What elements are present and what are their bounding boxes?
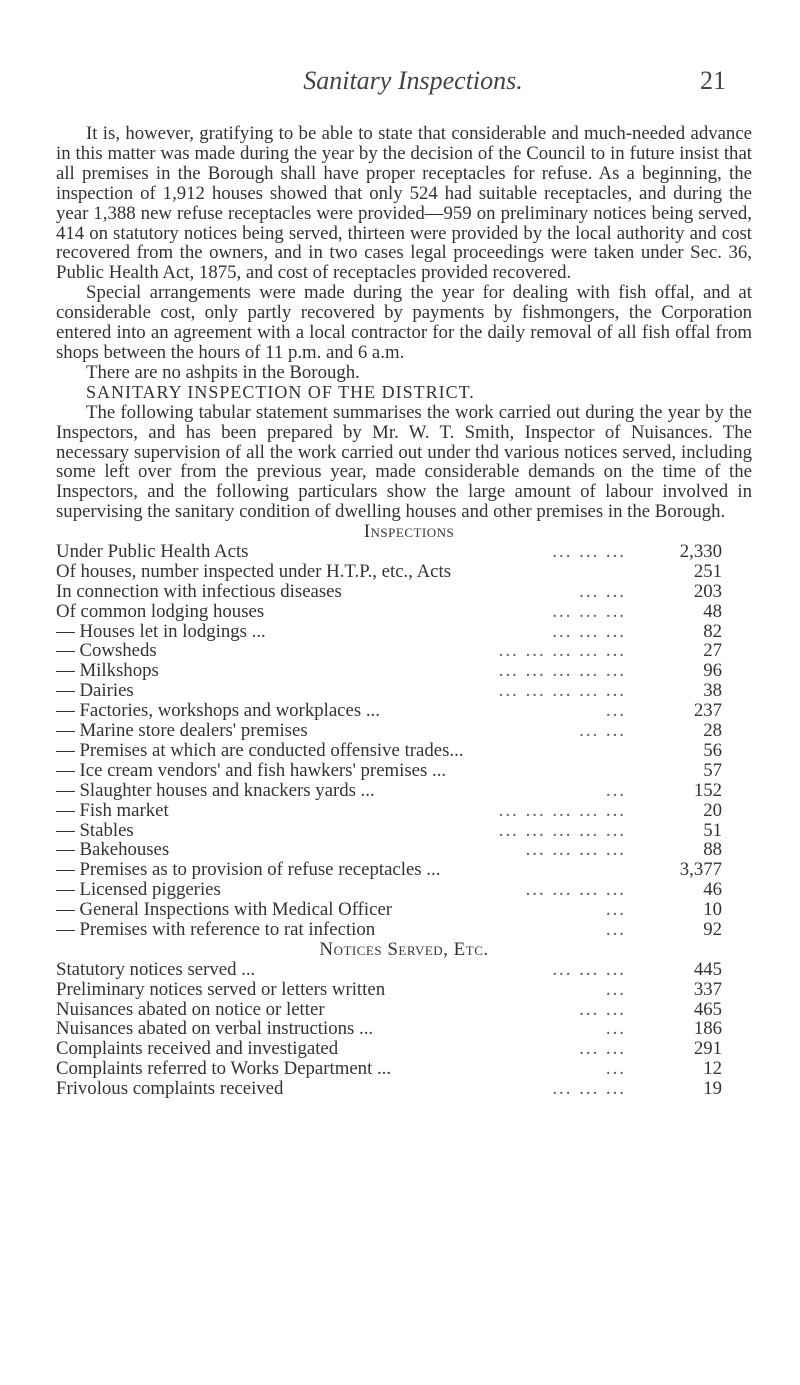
table-row xyxy=(56,880,752,900)
row-value: 465 xyxy=(693,998,722,1020)
row-label: — Premises with reference to rat infection xyxy=(56,918,376,940)
row-leader-dots: ... ... ... ... ... xyxy=(498,681,626,702)
table-row xyxy=(56,781,752,801)
inspections-heading: Inspections xyxy=(363,521,455,543)
table-row xyxy=(56,1079,752,1099)
row-leader-dots: ... ... ... xyxy=(552,601,626,622)
row-value: 2,330 xyxy=(679,541,722,563)
row-value: 96 xyxy=(703,660,722,682)
row-label: — Stables xyxy=(56,819,134,841)
table-row xyxy=(56,900,752,920)
row-value: 57 xyxy=(703,759,722,781)
section-heading: SANITARY INSPECTION OF THE DISTRICT. xyxy=(86,381,475,402)
table-row xyxy=(56,741,752,761)
row-value: 88 xyxy=(703,839,722,861)
row-leader-dots: ... xyxy=(605,701,626,722)
row-value: 92 xyxy=(703,918,722,940)
table-row xyxy=(56,761,752,781)
row-leader-dots: ... ... ... ... ... xyxy=(498,820,626,841)
row-value: 48 xyxy=(703,600,722,622)
row-label: Frivolous complaints received xyxy=(56,1078,284,1100)
row-label: — Dairies xyxy=(56,680,134,702)
row-leader-dots: ... ... xyxy=(579,1039,626,1060)
row-label: Complaints received and investigated xyxy=(56,1038,339,1060)
row-label: — Ice cream vendors' and fish hawkers' premises ... xyxy=(56,759,447,781)
row-label: — Premises as to provision of refuse receptacles ... xyxy=(56,859,441,881)
row-label: — General Inspections with Medical Officer xyxy=(56,899,393,921)
row-value: 337 xyxy=(693,978,722,1000)
row-leader-dots: ... ... ... ... xyxy=(525,880,626,901)
row-label: — Marine store dealers' premises xyxy=(56,720,308,742)
table-row xyxy=(56,801,752,821)
row-label: — Fish market xyxy=(56,799,169,821)
row-leader-dots: ... xyxy=(605,979,626,1000)
row-leader-dots: ... xyxy=(605,780,626,801)
row-leader-dots: ... ... ... xyxy=(552,621,626,642)
row-value: 51 xyxy=(703,819,722,841)
row-value: 237 xyxy=(693,700,722,722)
row-label: In connection with infectious diseases xyxy=(56,580,342,602)
row-leader-dots: ... ... ... ... xyxy=(525,840,626,861)
table-row xyxy=(56,661,752,681)
table-row xyxy=(56,542,752,562)
table-row xyxy=(56,641,752,661)
row-label: — Bakehouses xyxy=(56,839,170,861)
row-leader-dots: ... ... ... xyxy=(552,959,626,980)
row-label: — Premises at which are conducted offensive trades... xyxy=(56,739,464,761)
row-value: 46 xyxy=(703,879,722,901)
row-label: Preliminary notices served or letters written xyxy=(56,978,386,1000)
table-row xyxy=(56,602,752,622)
row-label: Nuisances abated on verbal instructions ... xyxy=(56,1018,374,1040)
row-leader-dots: ... xyxy=(605,1019,626,1040)
row-label: — Licensed piggeries xyxy=(56,879,221,901)
row-value: 38 xyxy=(703,680,722,702)
row-leader-dots: ... xyxy=(605,1059,626,1080)
row-leader-dots: ... xyxy=(605,900,626,920)
row-leader-dots: ... ... xyxy=(579,581,626,602)
table-row xyxy=(56,701,752,721)
row-label: Of common lodging houses xyxy=(56,600,265,622)
row-value: 445 xyxy=(693,958,722,980)
paragraph-fish-offal: Special arrangements were made during the year for dealing with fish offal, and at considerable cost, only partly recovered by payments by fishmongers, the Corporation entered into an agreement with a local contractor for the daily removal of all fish offal from shops between the hours of 11 p.m. and 6 a.m. xyxy=(56,282,752,363)
table-row xyxy=(56,920,752,940)
row-leader-dots: ... ... ... xyxy=(552,542,626,562)
row-leader-dots: ... ... xyxy=(579,999,626,1020)
row-label: — Slaughter houses and knackers yards ... xyxy=(56,779,375,801)
table-row xyxy=(56,562,752,582)
paragraph-refuse-receptacles: It is, however, gratifying to be able to state that considerable and much-needed advance in this matter was made during the year by the decision of the Council to in future insist that all premises in the Borough shall have proper receptacles for refuse. As a beginning, the inspection of 1,912 houses showed that only 524 had suitable receptacles, and during the year 1,388 new refuse receptacles were provided—959 on preliminary notices being served, 414 on statutory notices being served, thirteen were provided by the local authority and cost recovered from the owners, and in two cases legal proceedings were taken under Sec. 36, Public Health Act, 1875, and cost of receptacles provided recovered. xyxy=(56,123,752,284)
row-label: — Milkshops xyxy=(56,660,159,682)
row-value: 20 xyxy=(703,799,722,821)
row-label: Nuisances abated on notice or letter xyxy=(56,998,325,1020)
row-label: Statutory notices served ... xyxy=(56,958,256,980)
row-value: 291 xyxy=(693,1038,722,1060)
page-header xyxy=(100,66,726,106)
row-label: Under Public Health Acts xyxy=(56,541,249,563)
table-row xyxy=(56,980,752,1000)
row-value: 152 xyxy=(693,779,722,801)
table-row xyxy=(56,840,752,860)
row-value: 10 xyxy=(703,899,722,921)
row-value: 203 xyxy=(693,580,722,602)
row-label: — Cowsheds xyxy=(56,640,157,662)
row-leader-dots: ... xyxy=(605,919,626,940)
table-row xyxy=(56,582,752,602)
row-value: 56 xyxy=(703,739,722,761)
table-row xyxy=(56,860,752,880)
table-row xyxy=(56,960,752,980)
table-row xyxy=(56,1000,752,1020)
table-row xyxy=(56,1019,752,1039)
notices-table xyxy=(56,960,752,1099)
row-value: 27 xyxy=(703,640,722,662)
row-value: 19 xyxy=(703,1078,722,1100)
table-row xyxy=(56,721,752,741)
body-text xyxy=(56,124,752,1099)
row-value: 251 xyxy=(693,560,722,582)
row-label: Of houses, number inspected under H.T.P., etc., Acts xyxy=(56,560,452,582)
paragraph-ashpits: There are no ashpits in the Borough. xyxy=(86,361,360,383)
row-leader-dots: ... ... ... xyxy=(552,1079,626,1099)
row-label: — Factories, workshops and workplaces ... xyxy=(56,700,380,722)
notices-heading: Notices Served, Etc. xyxy=(319,938,489,960)
row-leader-dots: ... ... ... ... ... xyxy=(498,661,626,682)
row-value: 3,377 xyxy=(679,859,722,881)
table-row xyxy=(56,1039,752,1059)
row-value: 12 xyxy=(703,1058,722,1080)
table-row xyxy=(56,1059,752,1079)
row-leader-dots: ... ... ... ... ... xyxy=(498,800,626,821)
row-label: Complaints referred to Works Department ... xyxy=(56,1058,392,1080)
row-leader-dots: ... ... ... ... ... xyxy=(498,641,626,662)
row-leader-dots: ... ... xyxy=(579,721,626,741)
table-row xyxy=(56,681,752,701)
table-row xyxy=(56,622,752,642)
inspections-table xyxy=(56,542,752,940)
table-row xyxy=(56,821,752,841)
section-paragraph: The following tabular statement summarises the work carried out during the year by the Inspectors, and has been prepared by Mr. W. T. Smith, Inspector of Nuisances. The necessary supervision of all the work carried out under thd various notices served, including some left over from the previous year, made considerable demands on the time of the Inspectors, and the following particulars show the large amount of labour involved in supervising the sanitary condition of dwelling houses and other premises in the Borough. xyxy=(56,401,752,523)
row-value: 186 xyxy=(693,1018,722,1040)
row-value: 82 xyxy=(703,620,722,642)
row-label: — Houses let in lodgings ... xyxy=(56,620,266,642)
page-number: 21 xyxy=(700,66,726,95)
row-value: 28 xyxy=(703,720,722,742)
running-title: Sanitary Inspections. xyxy=(303,66,523,95)
